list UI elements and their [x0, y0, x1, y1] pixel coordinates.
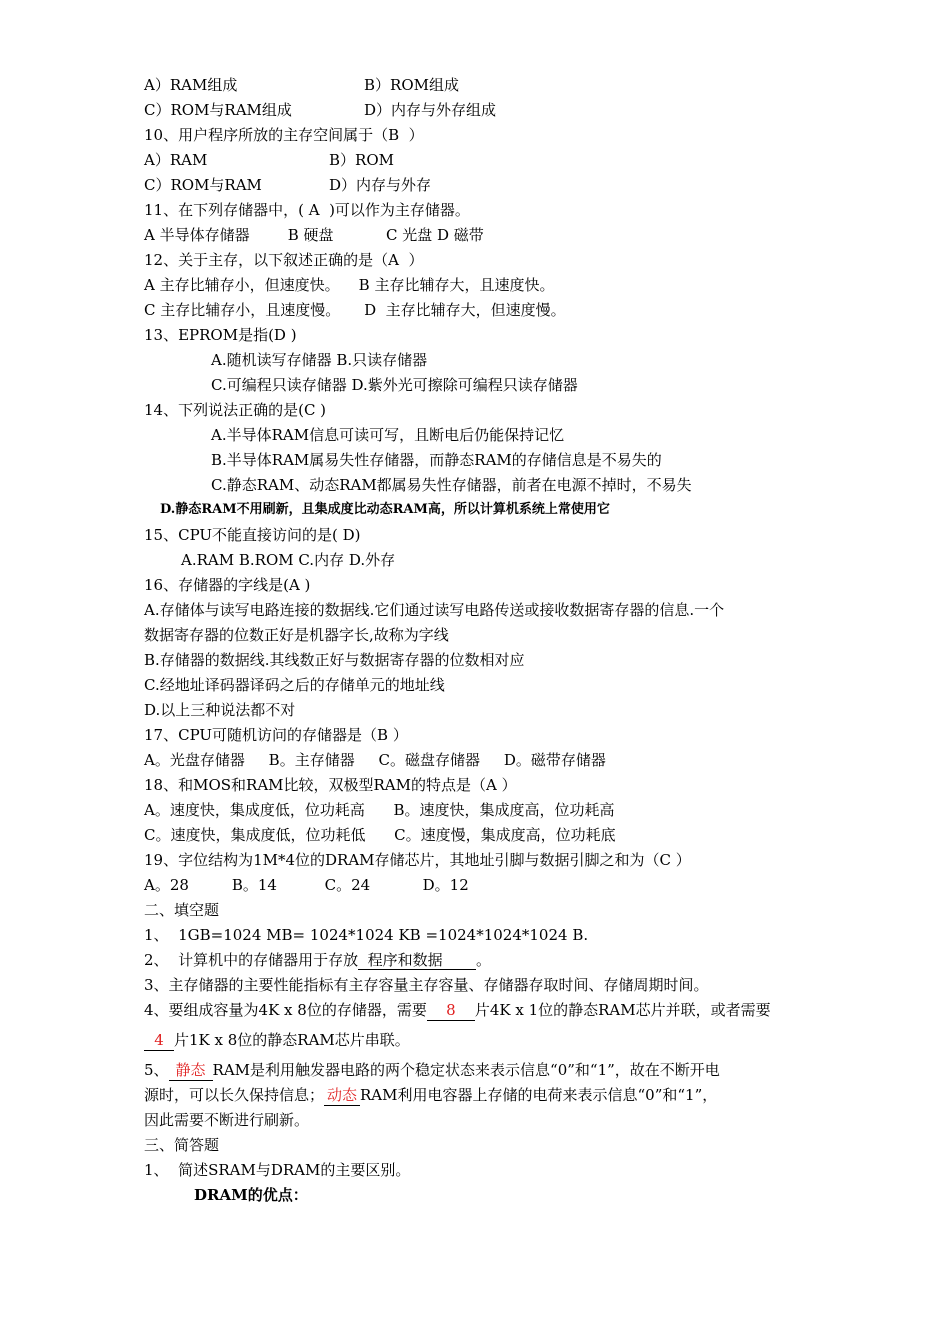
q16-option-c: C.经地址译码器译码之后的存储单元的地址线	[144, 676, 445, 694]
q14-option-c: C.静态RAM、动态RAM都属易失性存储器，前者在电源不掉时，不易失	[211, 476, 692, 494]
q16-option-a-line1: A.存储体与读写电路连接的数据线.它们通过读写电路传送或接收数据寄存器的信息.一个	[144, 601, 725, 619]
fill-4-line2	[144, 1030, 410, 1051]
q10-option-c: C）ROM与RAM	[144, 176, 262, 194]
fill-5-middle-1: RAM是利用触发器电路的两个稳定状态来表示信息“0”和“1”，故在不断开电	[212, 1061, 720, 1079]
fill-2-answer: 程序和数据	[358, 951, 477, 969]
q9-option-b: B）ROM组成	[364, 76, 459, 94]
q14-option-d: D.静态RAM不用刷新，且集成度比动态RAM高，所以计算机系统上常使用它	[160, 502, 610, 517]
fill-5-middle-2b: RAM利用电容器上存储的电荷来表示信息“0”和“1”，	[360, 1086, 718, 1104]
fill-5-answer-1: 静态	[169, 1060, 213, 1081]
q19-options: A。28 B。14 C。24 D。12	[144, 876, 469, 894]
q18-stem: 18、和MOS和RAM比较，双极型RAM的特点是（A ）	[144, 776, 517, 794]
q16-stem: 16、存储器的字线是(A )	[144, 576, 311, 594]
q12-options-ab: A 主存比辅存小，但速度快。 B 主存比辅存大，且速度快。	[144, 276, 555, 294]
q11-stem: 11、在下列存储器中，( A )可以作为主存储器。	[144, 201, 470, 219]
section-3-title: 三、简答题	[144, 1136, 220, 1154]
q16-option-b: B.存储器的数据线.其线数正好与数据寄存器的位数相对应	[144, 651, 525, 669]
q9-option-d: D）内存与外存组成	[364, 101, 497, 119]
q10-stem: 10、用户程序所放的主存空间属于（B ）	[144, 126, 424, 144]
fill-5-answer-2: 动态	[324, 1085, 360, 1106]
fill-5-middle-2a: 源时，可以长久保持信息；	[144, 1086, 325, 1104]
fill-2	[144, 950, 491, 970]
fill-2-prefix: 2、 计算机中的存储器用于存放	[144, 951, 359, 969]
q15-options: A.RAM B.ROM C.内存 D.外存	[181, 551, 396, 569]
q10-option-a: A）RAM	[144, 151, 208, 169]
fill-4-answer-1: 8	[427, 1000, 475, 1021]
fill-5-line1	[144, 1060, 720, 1081]
q10-option-b: B）ROM	[329, 151, 394, 169]
fill-5-line2	[144, 1085, 717, 1106]
fill-1: 1、 1GB=1024 MB= 1024*1024 KB =1024*1024*1024 B.	[144, 926, 589, 944]
fill-4-line1	[144, 1000, 771, 1021]
q13-stem: 13、EPROM是指(D )	[144, 326, 297, 344]
short-answer-1-sub: DRAM的优点：	[194, 1186, 308, 1204]
fill-2-suffix: 。	[476, 951, 492, 969]
q18-options-cd: C。速度快，集成度低，位功耗低 C。速度慢，集成度高，位功耗底	[144, 826, 616, 844]
q16-option-d: D.以上三种说法都不对	[144, 701, 296, 719]
q16-option-a-line2: 数据寄存器的位数正好是机器字长,故称为字线	[144, 626, 449, 644]
q13-options-ab: A.随机读写存储器 B.只读存储器	[211, 351, 428, 369]
q14-option-b: B.半导体RAM属易失性存储器，而静态RAM的存储信息是不易失的	[211, 451, 662, 469]
fill-4-answer-2: 4	[144, 1030, 174, 1051]
q17-stem: 17、CPU可随机访问的存储器是（B ）	[144, 726, 408, 744]
fill-5-prefix: 5、	[144, 1061, 169, 1079]
q11-options: A 半导体存储器 B 硬盘 C 光盘 D 磁带	[144, 226, 484, 244]
fill-4-prefix: 4、要组成容量为4K x 8位的存储器，需要	[144, 1001, 427, 1019]
q13-options-cd: C.可编程只读存储器 D.紫外光可擦除可编程只读存储器	[211, 376, 578, 394]
fill-5-line3: 因此需要不断进行刷新。	[144, 1111, 310, 1129]
section-2-title: 二、填空题	[144, 901, 220, 919]
q15-stem: 15、CPU不能直接访问的是( D)	[144, 526, 361, 544]
short-answer-1: 1、 简述SRAM与DRAM的主要区别。	[144, 1161, 411, 1179]
fill-4-middle: 片4K x 1位的静态RAM芯片并联，或者需要	[474, 1001, 771, 1019]
q14-stem: 14、下列说法正确的是(C )	[144, 401, 327, 419]
fill-4-suffix: 片1K x 8位的静态RAM芯片串联。	[174, 1031, 410, 1049]
q12-options-cd: C 主存比辅存小，且速度慢。 D 主存比辅存大，但速度慢。	[144, 301, 566, 319]
q12-stem: 12、关于主存，以下叙述正确的是（A ）	[144, 251, 424, 269]
q17-options: A。光盘存储器 B。主存储器 C。磁盘存储器 D。磁带存储器	[144, 751, 606, 769]
q14-option-a: A.半导体RAM信息可读可写，且断电后仍能保持记忆	[211, 426, 565, 444]
fill-3: 3、主存储器的主要性能指标有主存容量主存容量、存储器存取时间、存储周期时间。	[144, 976, 709, 994]
q10-option-d: D）内存与外存	[329, 176, 432, 194]
q18-options-ab: A。速度快，集成度低，位功耗高 B。速度快，集成度高，位功耗高	[144, 801, 615, 819]
q9-option-c: C）ROM与RAM组成	[144, 101, 292, 119]
q9-option-a: A）RAM组成	[144, 76, 238, 94]
q19-stem: 19、字位结构为1M*4位的DRAM存储芯片，其地址引脚与数据引脚之和为（C ）	[144, 851, 691, 869]
